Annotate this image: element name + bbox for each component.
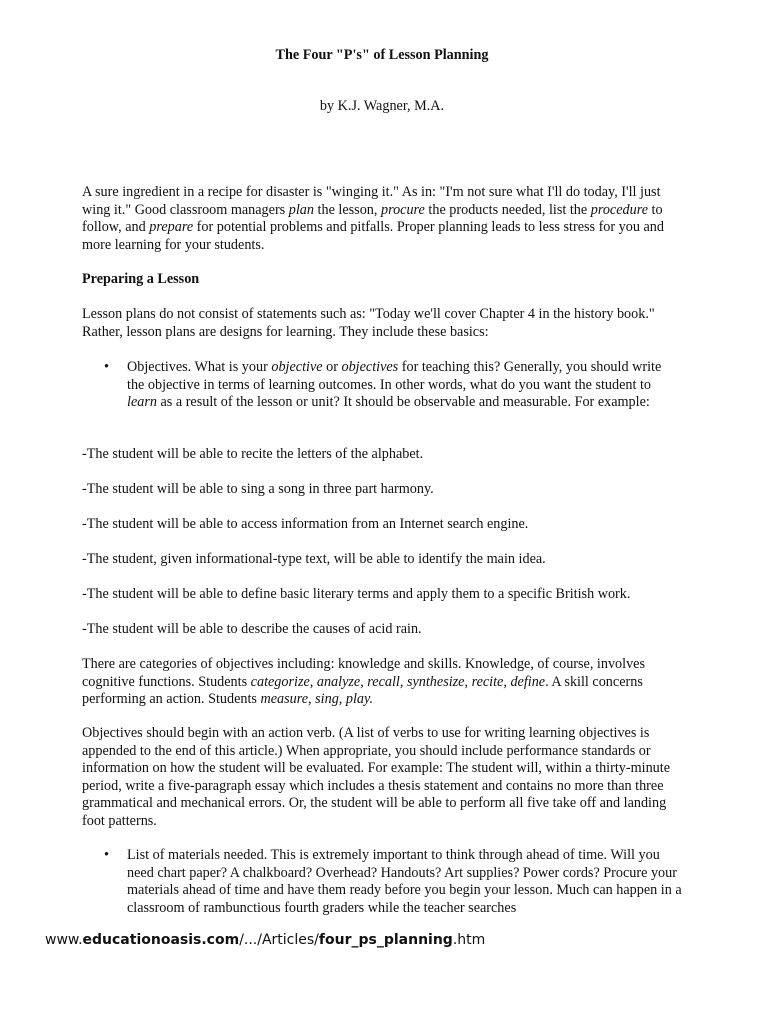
section-paragraph: Lesson plans do not consist of statements such as: "Today we'll cover Chapter 4 in the history book." Rather, lesson plans are designs for learning. They include these basics:	[82, 306, 655, 340]
intro-text: for potential problems and pitfalls. Proper planning leads to less stress for you and more learning for your students.	[82, 219, 664, 253]
source-url-footer	[45, 932, 485, 950]
bullet-glyph: •	[104, 847, 109, 863]
intro-text: to follow, and	[82, 201, 663, 235]
intro-em-prepare: prepare	[149, 219, 194, 235]
intro-em-procure: procure	[380, 201, 425, 218]
document-title: The Four "P's" of Lesson Planning	[275, 47, 489, 63]
bullet-materials	[82, 847, 682, 917]
categories-em-verbs: measure, sing, play.	[260, 691, 374, 707]
categories-em-verbs: categorize, analyze, recall, synthesize, recite, define	[250, 673, 546, 690]
url-path: /.../Articles/	[239, 932, 319, 948]
bullet-text-part: or	[322, 359, 342, 375]
example-objective-2: -The student will be able to sing a song in three part harmony.	[82, 481, 434, 497]
bullet-text-part: for teaching this? Generally, you should write the objective in terms of learning outcomes. In other words, what do you want the student to	[127, 359, 662, 393]
intro-text: the lesson,	[313, 201, 381, 218]
example-objective-5: -The student will be able to define basic literary terms and apply them to a specific British work.	[82, 586, 631, 602]
url-domain: educationoasis.com	[82, 932, 240, 948]
intro-text: the products needed, list the	[424, 201, 591, 218]
bullet-em-objective: objective	[271, 359, 323, 375]
categories-paragraph	[82, 656, 682, 709]
bullet-text-part: as a result of the lesson or unit? It should be observable and measurable. For example:	[156, 394, 650, 410]
bullet-materials-text: List of materials needed. This is extremely important to think through ahead of time. Will you need chart paper? A chalkboard? Overhead? Handouts? Art supplies? Power cords? Procure your materials ahead of time and have them ready before you begin your lesson. Much can happen in a classroom of rambunctious fourth graders while the teacher searches	[127, 847, 682, 916]
url-prefix: www.	[45, 932, 83, 948]
bullet-objectives-text	[127, 359, 682, 412]
bullet-glyph: •	[104, 359, 109, 375]
intro-paragraph	[82, 184, 682, 254]
url-extension: .htm	[452, 932, 486, 948]
action-verb-paragraph: Objectives should begin with an action verb. (A list of verbs to use for writing learning objectives is appended to the end of this article.) When appropriate, you should include performance standards or information on how the student will be evaluated. For example: The student will, within a thirty-minute period, write a five-paragraph essay which includes a thesis statement and contains no more than three grammatical and mechanical errors. Or, the student will be able to perform all five take off and landing foot patterns.	[82, 725, 671, 829]
example-objective-6: -The student will be able to describe the causes of acid rain.	[82, 621, 422, 637]
url-filename: four_ps_planning	[318, 932, 453, 948]
intro-em-procedure: procedure	[590, 201, 648, 218]
intro-em-plan: plan	[288, 201, 314, 218]
bullet-em-learn: learn	[127, 394, 157, 410]
document-author: by K.J. Wagner, M.A.	[319, 98, 445, 114]
example-objective-1: -The student will be able to recite the letters of the alphabet.	[82, 446, 424, 462]
categories-text: There are categories of objectives including: knowledge and skills. Knowledge, of course, involves cognitive functions. Students	[82, 656, 645, 690]
bullet-em-objectives: objectives	[341, 359, 399, 375]
section-heading: Preparing a Lesson	[82, 271, 200, 287]
categories-text: . A skill concerns performing an action. Students	[82, 673, 643, 707]
example-objective-3: -The student will be able to access information from an Internet search engine.	[82, 516, 529, 532]
example-objective-4: -The student, given informational-type text, will be able to identify the main idea.	[82, 551, 546, 567]
bullet-objectives	[82, 359, 682, 412]
bullet-text-part: Objectives. What is your	[127, 359, 272, 375]
intro-text: A sure ingredient in a recipe for disaster is "winging it." As in: "I'm not sure what I'll do today, I'll just wing it." Good classroom managers	[82, 184, 661, 218]
